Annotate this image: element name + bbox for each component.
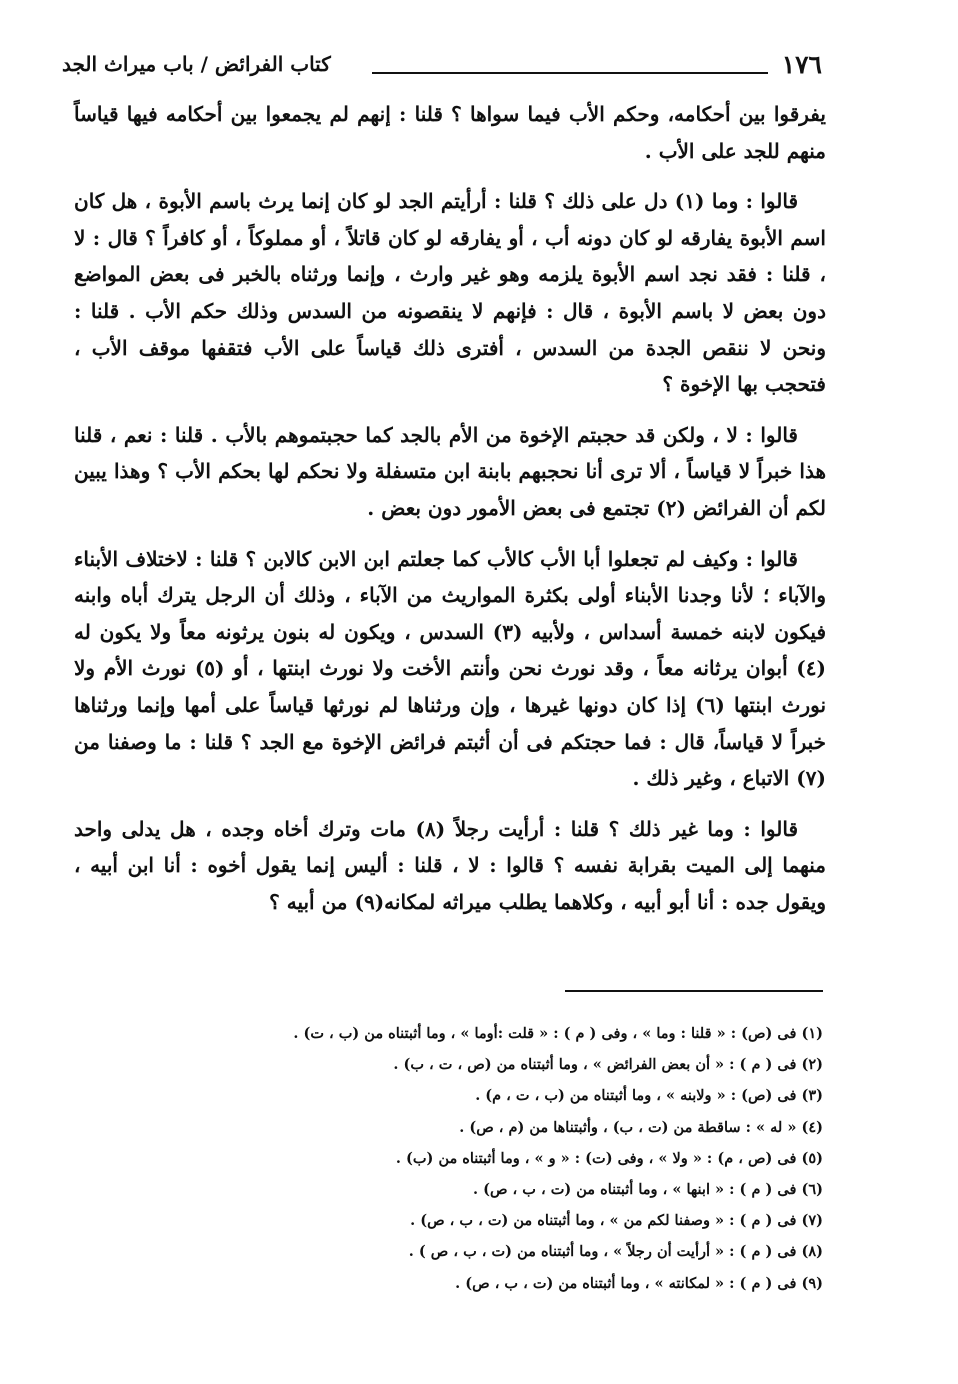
- paragraph: قالوا : وما غير ذلك ؟ قلنا : أرأيت رجلاً (٨) مات وترك أخاه وجده ، هل يدلى واحد منهما إلى الميت بقرابة نفسه ؟ قالوا : لا ، قلنا : أليس إنما يقول أخوه : أنا ابن أبيه ، ويقول جده : أنا أبو أبيه ، وكلاهما يطلب ميراثه لمكانه(٩) من أبيه ؟: [74, 816, 826, 914]
- main-text: [74, 96, 826, 934]
- footnote-separator: [565, 990, 823, 992]
- footnote: (٩) فى ( م ) : « لمكانته » ، وما أثبتناه من (ت ، ب ، ص) .: [455, 1274, 823, 1292]
- running-title: كتاب الفرائض / باب ميراث الجد: [62, 52, 331, 76]
- footnote: (٧) فى ( م ) : « وصفنا لكم من » ، وما أثبتناه من (ت ، ب ، ص) .: [410, 1212, 823, 1230]
- page-header: [62, 50, 828, 90]
- footnote: (٤) « له » : ساقطة من (ت ، ب) ، وأثبتناها من (م ، ص) .: [459, 1118, 823, 1136]
- paragraph: يفرقوا بين أحكامه، وحكم الأب فيما سواها ؟ قلنا : إنهم لم يجمعوا بين أحكامه فيها قياساً منهم للجد على الأب .: [74, 102, 826, 163]
- footnote: (٢) فى ( م ) : « أن بعض الفرائض » ، وما أثبتناه من (ص ، ت ، ب) .: [393, 1056, 823, 1074]
- header-rule: [372, 72, 768, 74]
- paragraph: قالوا : وكيف لم تجعلوا أبا الأب كالأب كما جعلتم ابن الابن كالابن ؟ قلنا : لاختلاف الأبناء والآباء ؛ لأنا وجدنا الأبناء أولى بكثرة المواريث من الآباء ، وذلك أن الرجل يترك أباه وابنه فيكون لابنه خمسة أسداس ، ولأبيه (٣) السدس ، ويكون له بنون يرثونه معاً ولا يكون له (٤) أبوان يرثانه معاً ، وقد نورث نحن وأنتم الأخت ولا نورث ابنتها ، أو (٥) نورث الأم ولا نورث ابنتها (٦) إذا كان دونها غيرها ، وإن ورثناها لم نورثها قياساً على أمها وإنما ورثناها خبراً لا قياساً، قال : فما حجتكم فى أن أثبتم فرائض الإخوة مع الجد ؟ قلنا : ما وصفنا من (٧) الاتباع ، وغير ذلك .: [74, 546, 827, 791]
- paragraph: قالوا : لا ، ولكن قد حجبتم الإخوة من الأم بالجد كما حجبتموهم بالأب . قلنا : نعم ، قلنا هذا خبراً لا قياساً ، ألا ترى أنا نحجبهم بابنة ابن متسفلة ولا نحكم لها بحكم الأب ؟ وهذا يبين لكم أن الفرائض (٢) تجتمع فى بعض الأمور دون بعض .: [74, 422, 826, 520]
- footnote: (٨) فى ( م ) : « أرأيت أن رجلاً » ، وما أثبتناه من (ت ، ب ، ص ) .: [408, 1243, 823, 1261]
- paragraph: قالوا : وما (١) دل على ذلك ؟ قلنا : أرأيتم الجد لو كان إنما يرث باسم الأبوة ، هل كان اسم الأبوة يفارقه لو كان دونه أب ، أو يفارقه لو كان قاتلاً ، أو مملوكاً ، أو كافراً ؟ قال : لا ، قلنا : فقد نجد اسم الأبوة يلزمه وهو غير وارث ، وإنما ورثناه بالخبر فى بعض المواضع دون بعض لا باسم الأبوة ، قال : فإنهم لا ينقصونه من السدس وذلك حكم الأب . قلنا : ونحن لا ننقص الجدة من السدس ، أفترى ذلك قياساً على الأب فتقفها موقف الأب ، فتحجب بها الإخوة ؟: [74, 189, 826, 397]
- footnote: (٣) فى (ص) : « ولابنه » ، وما أثبتناه من (ب ، ت ، م) .: [475, 1087, 823, 1105]
- footnotes: [183, 1018, 823, 1299]
- footnote: (١) فى (ص) : « قلنا : وما » ، وفى ( م ) : « قلت :أوما » ، وما أثبتناه من (ب ، ت) .: [293, 1025, 823, 1042]
- footnote: (٥) فى (ص ، م) : « ولا » ، وفى (ت) : « و » ، وما أثبتناه من (ب) .: [395, 1149, 823, 1167]
- page-number: ١٧٦: [781, 50, 822, 79]
- footnote: (٦) فى ( م ) : « ابنها » ، وما أثبتناه من (ت ، ب ، ص) .: [473, 1181, 823, 1199]
